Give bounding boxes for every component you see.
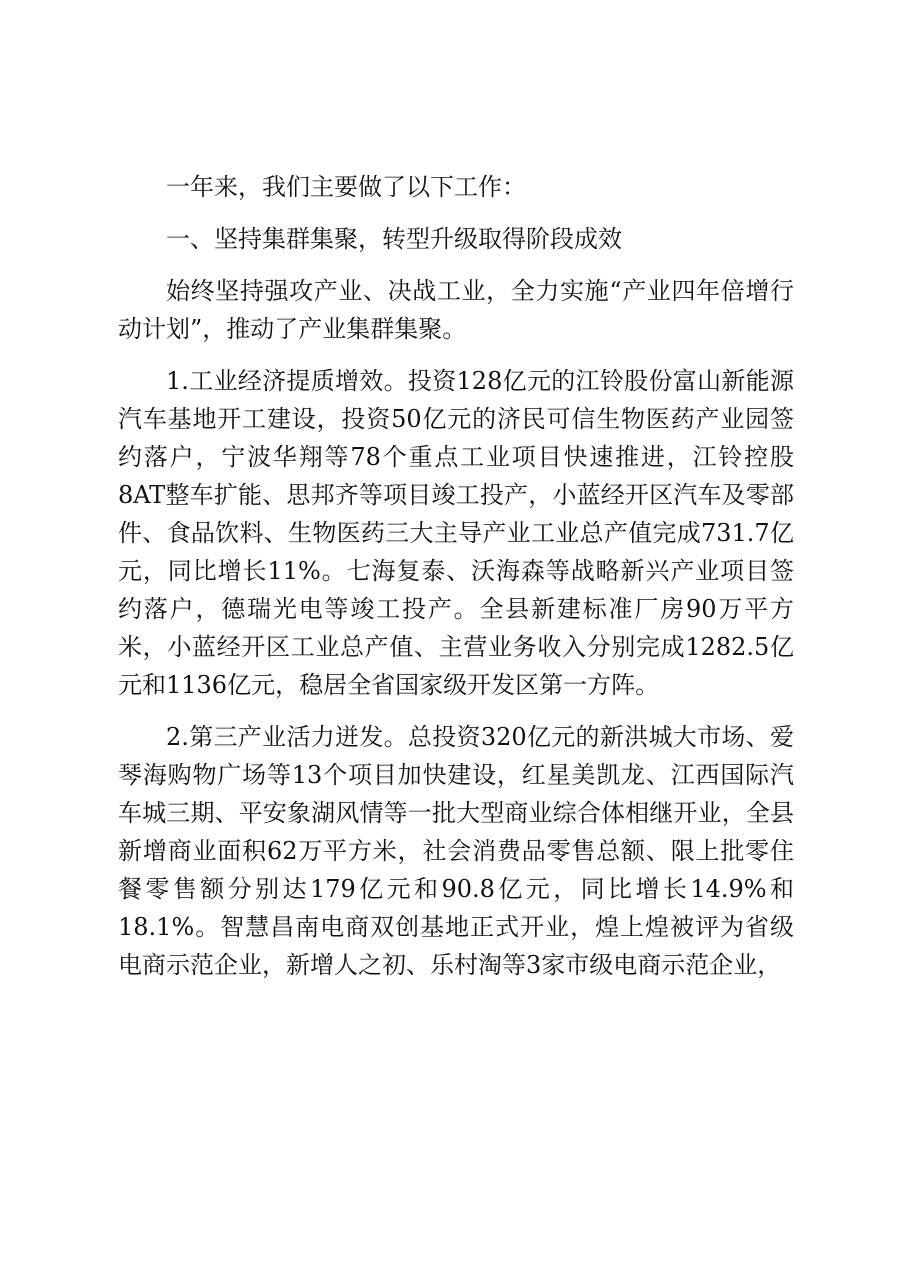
section-heading: 一、坚持集群集聚，转型升级取得阶段成效 — [166, 225, 622, 253]
body-paragraph: 1.工业经济提质增效。投资128亿元的江铃股份富山新能源汽车基地开工建设，投资50亿元的济民可信生物医药产业园签约落户，宁波华翔等78个重点工业项目快速推进，江铃控股8AT整车扩能、思邦齐等项目竣工投产，小蓝经开区汽车及零部件、食品饮料、生物医药三大主导产业工业总产值完成731.7亿元，同比增长11%。七海复泰、沃海森等战略新兴产业项目签约落户，德瑞光电等竣工投产。全县新建标准厂房90万平方米，小蓝经开区工业总产值、主营业务收入分别完成1282.5亿元和1136亿元，稳居全省国家级开发区第一方阵。 — [118, 367, 794, 699]
body-paragraph: 始终坚持强攻产业、决战工业，全力实施“产业四年倍增行动计划”，推动了产业集群集聚。 — [118, 277, 794, 343]
body-paragraph: 2.第三产业活力迸发。总投资320亿元的新洪城大市场、爱琴海购物广场等13个项目加快建设，红星美凯龙、江西国际汽车城三期、平安象湖风情等一批大型商业综合体相继开业，全县新增商业面积62万平方米，社会消费品零售总额、限上批零住餐零售额分别达179亿元和90.8亿元，同比增长14.9%和18.1%。智慧昌南电商双创基地正式开业，煌上煌被评为省级电商示范企业，新增人之初、乐村淘等3家市级电商示范企业， — [118, 723, 794, 979]
document-body — [118, 168, 794, 998]
intro-paragraph: 一年来，我们主要做了以下工作： — [166, 173, 526, 201]
